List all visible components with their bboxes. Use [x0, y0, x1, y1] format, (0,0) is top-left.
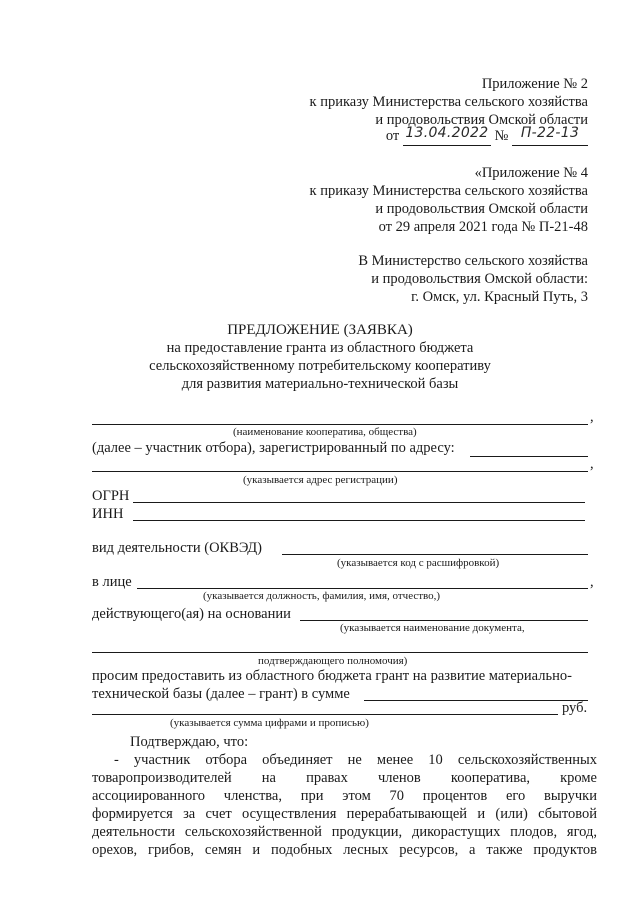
- okved-field[interactable]: [282, 554, 588, 555]
- address-field-1[interactable]: [470, 456, 588, 457]
- appendix4-title: «Приложение № 4: [474, 165, 588, 181]
- acting-label: действующего(ая) на основании: [92, 606, 291, 622]
- inn-label: ИНН: [92, 506, 124, 522]
- cooperative-name-field[interactable]: [92, 424, 588, 425]
- caption-okved: (указывается код с расшифровкой): [337, 557, 500, 569]
- addressee-line1: В Министерство сельского хозяйства: [358, 253, 588, 269]
- appendix4-date-line: от 29 апреля 2021 года № П-21-48: [378, 219, 588, 235]
- document-title: ПРЕДЛОЖЕНИЕ (ЗАЯВКА): [227, 322, 413, 338]
- confirm-line: - участник отбора объединяет не менее 10 сельскохозяйственных: [114, 752, 597, 768]
- appendix-title: Приложение № 2: [481, 76, 588, 92]
- confirm-intro: Подтверждаю, что:: [130, 734, 249, 750]
- handwritten-number: П-22-13: [512, 128, 588, 146]
- person-field[interactable]: [137, 588, 588, 589]
- title-line2: на предоставление гранта из областного бюджета: [166, 340, 474, 356]
- caption-person: (указывается должность, фамилия, имя, отчество,): [203, 590, 441, 602]
- appendix4-ministry-line: и продовольствия Омской области: [375, 201, 588, 217]
- grant-sum-field-2[interactable]: [92, 714, 558, 715]
- grant-sum-field-1[interactable]: [364, 700, 588, 701]
- person-label: в лице: [92, 574, 132, 590]
- addressee-line2: и продовольствия Омской области:: [371, 271, 588, 287]
- comma: ,: [590, 574, 594, 590]
- appendix-order-line: к приказу Министерства сельского хозяйства: [309, 94, 588, 110]
- title-line4: для развития материально-технической базы: [181, 376, 459, 392]
- confirm-line: орехов, грибов, семян и подобных лесных ресурсов, а также продуктов: [92, 842, 597, 858]
- address-field-2[interactable]: [92, 471, 588, 472]
- basis-document-field[interactable]: [300, 620, 588, 621]
- ogrn-label: ОГРН: [92, 488, 130, 504]
- confirm-line: деятельности сельскохозяйственной продукции, дикорастущих плодов, ягод,: [92, 824, 597, 840]
- caption-cooperative-name: (наименование кооператива, общества): [233, 426, 417, 438]
- registered-label: (далее – участник отбора), зарегистрированный по адресу:: [92, 440, 455, 456]
- activity-label: вид деятельности (ОКВЭД): [92, 540, 262, 556]
- basis-document-field-2[interactable]: [92, 652, 588, 653]
- caption-document: (указывается наименование документа,: [340, 622, 525, 634]
- confirm-line: товаропроизводителей на правах членов кооператива, кроме: [92, 770, 597, 786]
- inn-field[interactable]: [133, 520, 585, 521]
- handwritten-date: 13.04.2022: [403, 128, 491, 146]
- caption-sum: (указывается сумма цифрами и прописью): [170, 717, 369, 729]
- confirm-line: ассоциированного членства, при этом 70 процентов его выручки: [92, 788, 597, 804]
- title-line3: сельскохозяйственному потребительскому кооперативу: [149, 358, 491, 374]
- comma: ,: [590, 456, 594, 472]
- date-prefix: от: [385, 128, 400, 144]
- request-line2: технической базы (далее – грант) в сумме: [92, 686, 350, 702]
- caption-authority: подтверждающего полномочия): [258, 655, 408, 667]
- request-line1: просим предоставить из областного бюджета грант на развитие материально-: [92, 668, 572, 684]
- appendix-date-line: [385, 125, 588, 146]
- currency-label: руб.: [562, 700, 588, 716]
- appendix-ministry-line: и продовольствия Омской области: [375, 112, 588, 128]
- appendix4-order-line: к приказу Министерства сельского хозяйства: [309, 183, 588, 199]
- addressee-address: г. Омск, ул. Красный Путь, 3: [411, 289, 588, 305]
- number-prefix: №: [494, 128, 509, 144]
- caption-address: (указывается адрес регистрации): [243, 474, 398, 486]
- ogrn-field[interactable]: [133, 502, 585, 503]
- confirm-line: формируется за счет осуществления перерабатывающей и (или) сбытовой: [92, 806, 597, 822]
- comma: ,: [590, 409, 594, 425]
